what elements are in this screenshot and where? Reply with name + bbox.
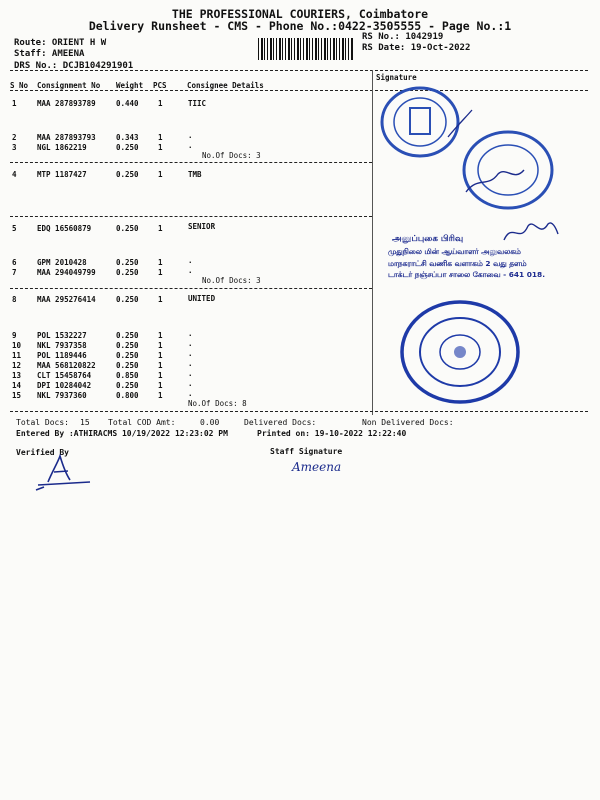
rs-date: RS Date: 19-Oct-2022 <box>362 43 471 53</box>
office-stamp-line1: அனுப்புகை பிரிவு <box>392 234 464 244</box>
total-cod-label: Total COD Amt: <box>108 418 176 427</box>
row-weight: 0.250 <box>116 361 139 370</box>
row-sno: 4 <box>12 170 17 179</box>
row-consignment: DPI 10284042 <box>37 381 92 390</box>
row-consignee: . <box>188 141 193 150</box>
divider <box>10 216 372 217</box>
divider <box>10 411 588 412</box>
round-stamp-2 <box>458 126 558 212</box>
row-weight: 0.343 <box>116 133 139 142</box>
company-title: THE PROFESSIONAL COURIERS, Coimbatore <box>171 7 429 21</box>
verifier-signature <box>30 452 100 492</box>
office-stamp-line3: மாநகராட்சி வணிக வளாகம் 2 வது தளம் <box>388 259 527 268</box>
round-stamp-3 <box>398 298 522 406</box>
printed-on: Printed on: 19-10-2022 12:22:40 <box>257 429 407 438</box>
row-sno: 6 <box>12 258 17 267</box>
row-weight: 0.850 <box>116 371 139 380</box>
total-docs-label: Total Docs: <box>16 418 69 427</box>
row-sno: 11 <box>12 351 22 360</box>
row-pcs: 1 <box>158 99 163 108</box>
row-consignee: TIIC <box>188 99 207 108</box>
row-consignee: . <box>188 359 193 368</box>
total-docs-value: 15 <box>80 418 90 427</box>
runsheet-title: Delivery Runsheet - CMS - Phone No.:0422-3505555 - Page No.:1 <box>88 19 512 33</box>
barcode <box>258 38 354 60</box>
row-consignee: . <box>188 131 193 140</box>
staff-signature-name: Ameena <box>292 460 342 474</box>
stamp-signature <box>500 216 560 248</box>
row-pcs: 1 <box>158 295 163 304</box>
row-consignment: NKL 7937360 <box>37 391 87 400</box>
row-consignment: CLT 15458764 <box>37 371 92 380</box>
row-sno: 14 <box>12 381 22 390</box>
row-weight: 0.250 <box>116 224 139 233</box>
staff-signature-label: Staff Signature <box>270 447 343 456</box>
row-pcs: 1 <box>158 391 163 400</box>
row-sno: 10 <box>12 341 22 350</box>
row-weight: 0.250 <box>116 381 139 390</box>
row-weight: 0.250 <box>116 351 139 360</box>
row-weight: 0.250 <box>116 143 139 152</box>
row-consignment: MAA 294049799 <box>37 268 96 277</box>
row-sno: 8 <box>12 295 17 304</box>
verified-by-label: Verified By <box>16 448 69 457</box>
row-sno: 1 <box>12 99 17 108</box>
row-pcs: 1 <box>158 341 163 350</box>
row-consignee: . <box>188 389 193 398</box>
row-weight: 0.250 <box>116 331 139 340</box>
row-weight: 0.250 <box>116 341 139 350</box>
row-consignment: POL 1189446 <box>37 351 87 360</box>
staff-label: Staff: AMEENA <box>14 49 85 59</box>
row-consignment: NGL 1862219 <box>37 143 87 152</box>
row-sno: 13 <box>12 371 22 380</box>
delivered-docs: Delivered Docs: <box>244 418 317 427</box>
entered-by: Entered By :ATHIRACMS 10/19/2022 12:23:02 PM <box>16 429 228 438</box>
row-sno: 12 <box>12 361 22 370</box>
row-consignment: GPM 2010428 <box>37 258 87 267</box>
col-weight: Weight <box>116 81 144 90</box>
col-consignee: Consignee Details <box>187 81 264 90</box>
row-consignee: . <box>188 256 193 265</box>
row-pcs: 1 <box>158 331 163 340</box>
row-pcs: 1 <box>158 224 163 233</box>
row-consignment: NKL 7937358 <box>37 341 87 350</box>
row-consignee: . <box>188 349 193 358</box>
group-doc-count: No.Of Docs: 3 <box>202 276 261 285</box>
divider <box>10 70 588 71</box>
divider <box>10 162 372 163</box>
row-pcs: 1 <box>158 268 163 277</box>
row-pcs: 1 <box>158 143 163 152</box>
divider <box>10 288 372 289</box>
office-stamp-line4: டாக்டர் நஞ்சப்பா சாலை கோவை - 641 018. <box>388 270 546 279</box>
row-weight: 0.440 <box>116 99 139 108</box>
row-sno: 3 <box>12 143 17 152</box>
row-pcs: 1 <box>158 371 163 380</box>
row-sno: 9 <box>12 331 17 340</box>
total-cod-value: 0.00 <box>200 418 220 427</box>
row-consignee: . <box>188 339 193 348</box>
row-pcs: 1 <box>158 258 163 267</box>
row-consignment: MAA 287893789 <box>37 99 96 108</box>
row-consignee: . <box>188 379 193 388</box>
row-consignment: MTP 1187427 <box>37 170 87 179</box>
row-consignee: . <box>188 266 193 275</box>
row-consignee: . <box>188 329 193 338</box>
group-doc-count: No.Of Docs: 3 <box>202 151 261 160</box>
route-label: Route: ORIENT H W <box>14 38 107 48</box>
row-weight: 0.250 <box>116 170 139 179</box>
row-pcs: 1 <box>158 351 163 360</box>
row-weight: 0.250 <box>116 258 139 267</box>
group-doc-count: No.Of Docs: 8 <box>188 399 247 408</box>
row-consignee: SENIOR <box>188 222 216 231</box>
row-consignment: MAA 568120822 <box>37 361 96 370</box>
row-consignee: TMB <box>188 170 202 179</box>
row-pcs: 1 <box>158 381 163 390</box>
row-pcs: 1 <box>158 170 163 179</box>
row-pcs: 1 <box>158 361 163 370</box>
row-pcs: 1 <box>158 133 163 142</box>
row-sno: 7 <box>12 268 17 277</box>
row-consignment: POL 1532227 <box>37 331 87 340</box>
row-consignment: MAA 287893793 <box>37 133 96 142</box>
office-stamp-line2: முதுநிலை மின் ஆய்வாளர் அலுவலகம் <box>388 247 521 256</box>
row-consignee: . <box>188 369 193 378</box>
drs-number: DRS No.: DCJB104291901 <box>14 61 134 71</box>
row-weight: 0.800 <box>116 391 139 400</box>
row-sno: 2 <box>12 133 17 142</box>
column-rule <box>372 70 373 415</box>
col-consignment: Consignment No <box>37 81 101 90</box>
row-sno: 5 <box>12 224 17 233</box>
col-pcs: PCS <box>153 81 167 90</box>
row-consignment: EDQ 16560879 <box>37 224 92 233</box>
rs-number: RS No.: 1042919 <box>362 32 444 42</box>
col-sno: S No <box>10 81 29 90</box>
row-sno: 15 <box>12 391 22 400</box>
row-weight: 0.250 <box>116 268 139 277</box>
non-delivered-docs: Non Delivered Docs: <box>362 418 454 427</box>
divider <box>10 90 588 91</box>
row-weight: 0.250 <box>116 295 139 304</box>
row-consignment: MAA 295276414 <box>37 295 96 304</box>
row-consignee: UNITED <box>188 294 216 303</box>
col-signature: Signature <box>376 73 417 82</box>
